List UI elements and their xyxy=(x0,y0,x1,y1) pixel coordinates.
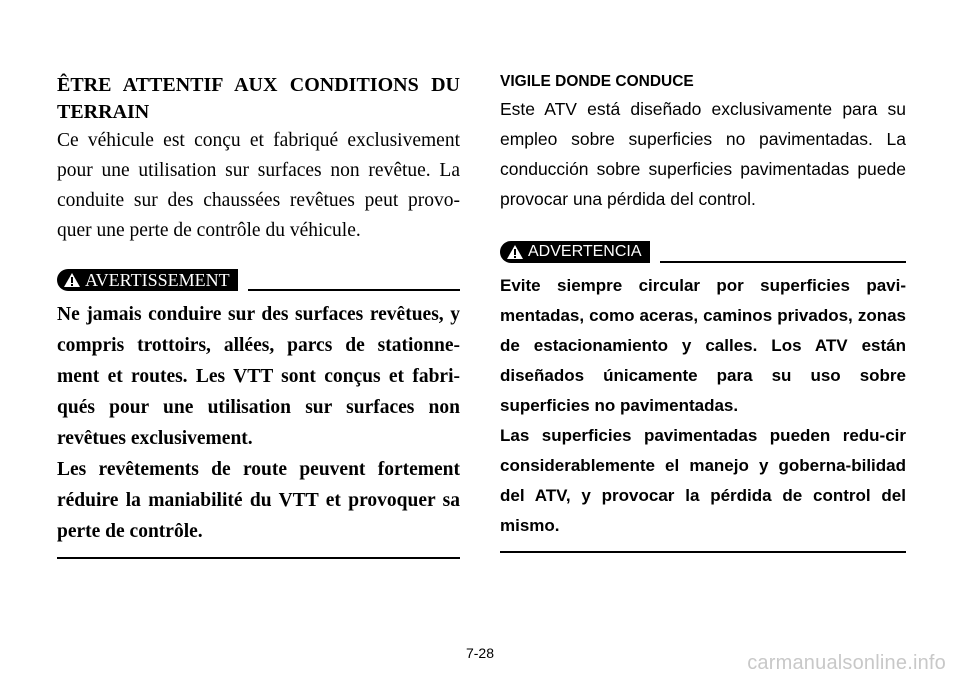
warning-badge xyxy=(57,269,238,291)
section-heading: ÊTRE ATTENTIF AUX CONDITIONS DU TERRAIN xyxy=(57,74,460,123)
warning-paragraph: Ne jamais conduire sur des surfaces revêtues, y compris trottoirs, allées, parcs de stationne-ment et routes. Les VTT sont conçus et fabri-qués pour une utilisation sur surfaces non revêtues exclusivement. xyxy=(57,304,460,449)
site-watermark: carmanualsonline.info xyxy=(747,652,946,674)
section-body: Este ATV está diseñado exclusivamente para su empleo sobre superficies no pavimentadas. La conducción sobre superficies pavimentadas puede provocar una pérdida del control. xyxy=(500,99,906,209)
spanish-column xyxy=(500,72,906,553)
warning-label: AVERTISSEMENT xyxy=(85,269,230,290)
warning-triangle-icon xyxy=(63,272,81,288)
warning-label: ADVERTENCIA xyxy=(528,243,642,260)
page-number: 7-28 xyxy=(465,645,495,661)
french-column xyxy=(57,72,460,559)
warning-paragraph: Las superficies pavimentadas pueden redu-cir considerablemente el manejo y goberna-bilidad del ATV, y provocar la pérdida de control del mismo. xyxy=(500,426,906,535)
warning-end-rule xyxy=(57,557,460,559)
section-heading: VIGILE DONDE CONDUCE xyxy=(500,73,694,90)
warning-paragraph: Evite siempre circular por superficies pavi-mentadas, como aceras, caminos privados, zonas de estacionamiento y calles. Los ATV están diseñados únicamente para su uso sobre superficies no pavimentadas. xyxy=(500,276,906,415)
warning-rule xyxy=(660,261,906,263)
section-body: Ce véhicule est conçu et fabriqué exclusivement pour une utilisation sur surfaces non revêtue. La conduite sur des chaussées revêtues peut provo-quer une perte de contrôle du véhicule. xyxy=(57,130,460,241)
warning-rule xyxy=(248,289,460,291)
warning-paragraph: Les revêtements de route peuvent fortement réduire la maniabilité du VTT et provoquer sa perte de contrôle. xyxy=(57,459,460,542)
warning-header xyxy=(500,241,906,263)
warning-triangle-icon xyxy=(506,244,524,260)
warning-badge xyxy=(500,241,650,263)
warning-header xyxy=(57,269,460,291)
warning-end-rule xyxy=(500,551,906,553)
